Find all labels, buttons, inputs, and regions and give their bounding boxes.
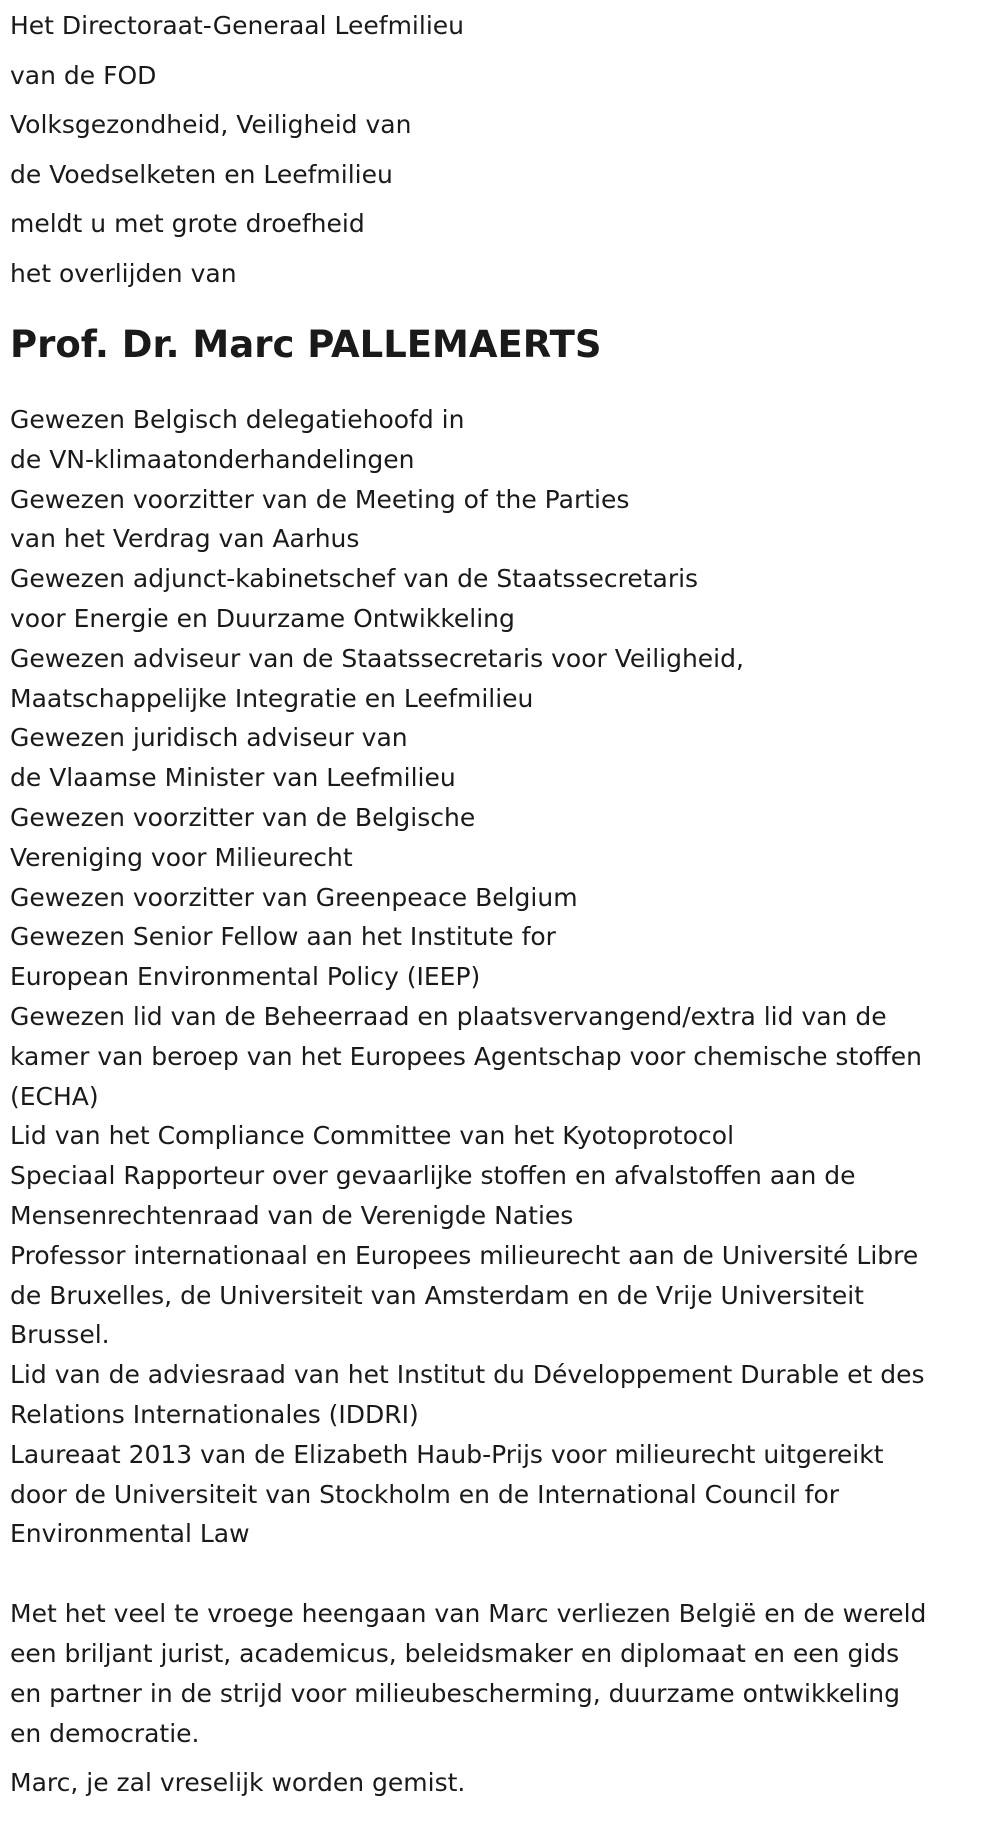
farewell-line: Marc, je zal vreselijk worden gemist. xyxy=(10,1768,466,1798)
function-line: Gewezen voorzitter van Greenpeace Belgium xyxy=(10,882,578,912)
function-line: Gewezen adviseur van de Staatssecretaris voor Veiligheid, xyxy=(10,643,744,673)
intro-line: van de FOD xyxy=(10,60,157,90)
closing-line: en democratie. xyxy=(10,1718,200,1748)
function-line: Professor internationaal en Europees milieurecht aan de Université Libre xyxy=(10,1240,919,1270)
closing-line: een briljant jurist, academicus, beleidsmaker en diplomaat en een gids xyxy=(10,1638,900,1668)
intro-line: Het Directoraat-Generaal Leefmilieu xyxy=(10,11,464,40)
intro-line: Volksgezondheid, Veiligheid van xyxy=(10,110,412,139)
function-line: de Vlaamse Minister van Leefmilieu xyxy=(10,763,456,793)
function-line: Lid van de adviesraad van het Institut du Développement Durable et des xyxy=(10,1360,925,1390)
function-line: kamer van beroep van het Europees Agentschap voor chemische stoffen xyxy=(10,1041,922,1071)
functions-list xyxy=(10,400,995,1554)
closing-paragraph xyxy=(10,1594,995,1753)
intro-block xyxy=(10,0,995,298)
function-line: Gewezen juridisch adviseur van xyxy=(10,723,408,753)
function-line: de Bruxelles, de Universiteit van Amsterdam en de Vrije Universiteit xyxy=(10,1280,864,1310)
function-line: Gewezen voorzitter van de Meeting of the Parties xyxy=(10,484,630,514)
intro-line: de Voedselketen en Leefmilieu xyxy=(10,159,393,189)
closing-line: en partner in de strijd voor milieubescherming, duurzame ontwikkeling xyxy=(10,1678,901,1708)
deceased-name: Prof. Dr. Marc PALLEMAERTS xyxy=(10,323,602,366)
function-line: Vereniging voor Milieurecht xyxy=(10,842,353,872)
function-line: Environmental Law xyxy=(10,1519,250,1549)
function-line: Gewezen Belgisch delegatiehoofd in xyxy=(10,405,465,434)
function-line: de VN-klimaatonderhandelingen xyxy=(10,444,415,474)
function-line: (ECHA) xyxy=(10,1081,99,1111)
intro-line: meldt u met grote droefheid xyxy=(10,209,365,238)
function-line: Brussel. xyxy=(10,1320,110,1350)
function-line: Mensenrechtenraad van de Verenigde Naties xyxy=(10,1200,574,1230)
function-line: Gewezen adjunct-kabinetschef van de Staatssecretaris xyxy=(10,564,699,594)
function-line: Maatschappelijke Integratie en Leefmilieu xyxy=(10,683,534,713)
function-line: Speciaal Rapporteur over gevaarlijke stoffen en afvalstoffen aan de xyxy=(10,1161,856,1191)
function-line: Gewezen lid van de Beheerraad en plaatsvervangend/extra lid van de xyxy=(10,1001,887,1031)
function-line: Gewezen voorzitter van de Belgische xyxy=(10,802,476,832)
function-line: voor Energie en Duurzame Ontwikkeling xyxy=(10,603,515,633)
function-line: European Environmental Policy (IEEP) xyxy=(10,962,481,992)
function-line: Laureaat 2013 van de Elizabeth Haub-Prijs voor milieurecht uitgereikt xyxy=(10,1439,884,1469)
function-line: door de Universiteit van Stockholm en de International Council for xyxy=(10,1479,840,1509)
closing-line: Met het veel te vroege heengaan van Marc verliezen België en de wereld xyxy=(10,1599,927,1629)
function-line: van het Verdrag van Aarhus xyxy=(10,524,360,554)
function-line: Gewezen Senior Fellow aan het Institute for xyxy=(10,922,556,952)
function-line: Relations Internationales (IDDRI) xyxy=(10,1399,419,1429)
obituary-notice xyxy=(10,0,995,1803)
intro-line: het overlijden van xyxy=(10,258,237,288)
function-line: Lid van het Compliance Committee van het Kyotoprotocol xyxy=(10,1121,735,1151)
